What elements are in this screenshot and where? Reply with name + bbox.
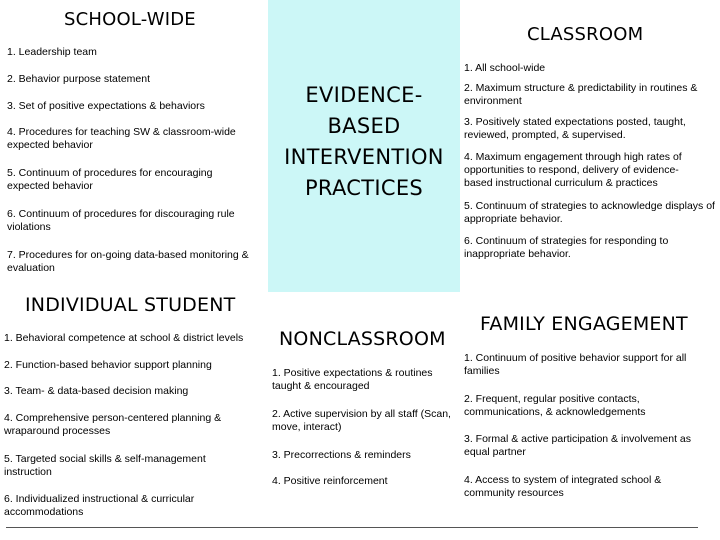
individual-student-item-5: 5. Targeted social skills & self-management instruction xyxy=(4,453,206,478)
school-wide-item-1: 1. Leadership team xyxy=(7,46,97,58)
family-engagement-item-1: 1. Continuum of positive behavior support for all families xyxy=(464,352,687,377)
classroom-item-3: 3. Positively stated expectations posted, taught, reviewed, prompted, & supervised. xyxy=(464,116,686,141)
classroom-heading: CLASSROOM xyxy=(527,24,644,45)
nonclassroom-item-2: 2. Active supervision by all staff (Scan, move, interact) xyxy=(272,408,451,433)
individual-student-item-4: 4. Comprehensive person-centered planning & wraparound processes xyxy=(4,412,222,437)
center-line-4: PRACTICES xyxy=(304,176,424,200)
individual-student-heading: INDIVIDUAL STUDENT xyxy=(25,294,236,316)
school-wide-item-3: 3. Set of positive expectations & behaviors xyxy=(7,100,205,112)
school-wide-item-2: 2. Behavior purpose statement xyxy=(7,73,151,85)
bottom-divider xyxy=(6,527,698,528)
individual-student-item-3: 3. Team- & data-based decision making xyxy=(4,385,189,397)
school-wide-item-4: 4. Procedures for teaching SW & classroom-wide expected behavior xyxy=(7,126,236,151)
family-engagement-heading: FAMILY ENGAGEMENT xyxy=(480,313,688,335)
evidence-based-practices-label xyxy=(268,80,460,204)
nonclassroom-item-1: 1. Positive expectations & routines taught & encouraged xyxy=(272,367,433,392)
school-wide-item-6: 6. Continuum of procedures for discouraging rule violations xyxy=(7,208,235,233)
family-engagement-item-3: 3. Formal & active participation & involvement as equal partner xyxy=(464,433,692,458)
center-line-1: EVIDENCE- xyxy=(305,83,423,107)
classroom-item-4: 4. Maximum engagement through high rates of opportunities to respond, delivery of evidence-based instructional curriculum & practices xyxy=(464,151,682,189)
center-line-3: INTERVENTION xyxy=(284,145,444,169)
center-line-2: BASED xyxy=(327,114,401,138)
classroom-item-6: 6. Continuum of strategies for responding to inappropriate behavior. xyxy=(464,235,669,260)
school-wide-heading: SCHOOL-WIDE xyxy=(64,9,196,30)
individual-student-item-2: 2. Function-based behavior support planning xyxy=(4,359,212,371)
individual-student-item-6: 6. Individualized instructional & curricular accommodations xyxy=(4,493,195,518)
classroom-item-5: 5. Continuum of strategies to acknowledge displays of appropriate behavior. xyxy=(464,200,715,225)
classroom-item-2: 2. Maximum structure & predictability in routines & environment xyxy=(464,82,698,107)
individual-student-item-1: 1. Behavioral competence at school & district levels xyxy=(4,332,244,344)
nonclassroom-heading: NONCLASSROOM xyxy=(279,328,446,350)
school-wide-item-7: 7. Procedures for on-going data-based monitoring & evaluation xyxy=(7,249,249,274)
school-wide-item-5: 5. Continuum of procedures for encouraging expected behavior xyxy=(7,167,213,192)
family-engagement-item-2: 2. Frequent, regular positive contacts, communications, & acknowledgements xyxy=(464,393,646,418)
nonclassroom-item-4: 4. Positive reinforcement xyxy=(272,475,388,487)
family-engagement-item-4: 4. Access to system of integrated school & community resources xyxy=(464,474,662,499)
classroom-item-1: 1. All school-wide xyxy=(464,62,546,74)
nonclassroom-item-3: 3. Precorrections & reminders xyxy=(272,449,411,461)
